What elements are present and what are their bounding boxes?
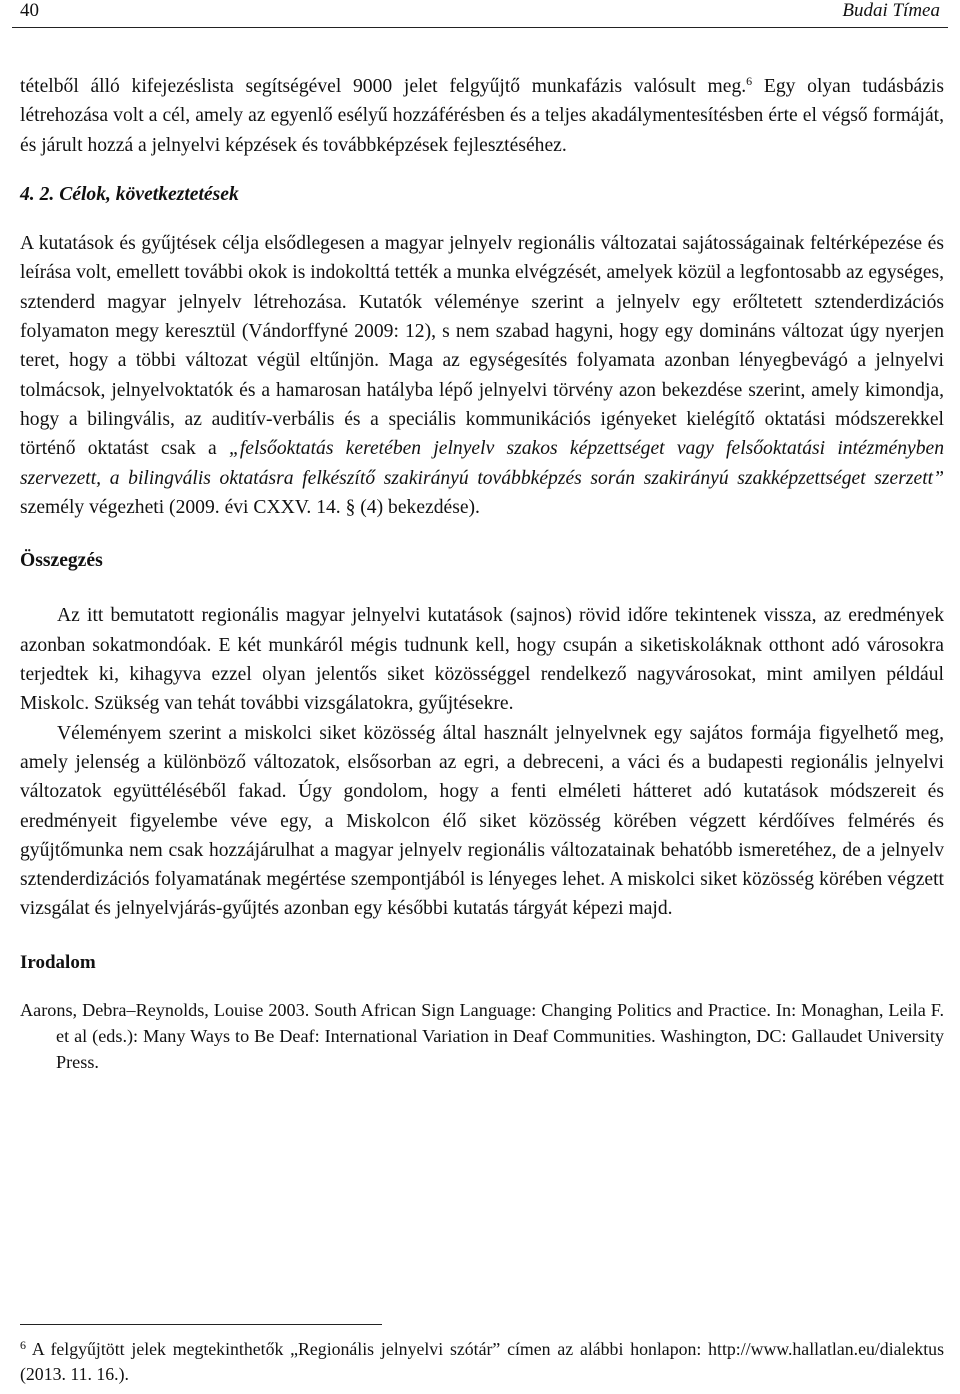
main-text xyxy=(20,72,944,1075)
paragraph-summary: Az itt bemutatott regionális magyar jelnyelvi kutatások (sajnos) rövid időre tekintenek vissza, az eredmények azonban sokatmondóak. E két munkáról mégis tudnunk kell, hogy csupán a siketiskoláknak otthont adó városokra terjedtek ki, kihagyva ezzel olyan jelentős siket közösséggel rendelkező nagyvárosokat, mint amilyen például Miskolc. Szükség van tehát további vizsgálatokra, gyűjtésekre. xyxy=(20,605,944,715)
paragraph-goals xyxy=(20,229,944,522)
footnote-reference: 6 xyxy=(746,74,753,88)
subsection-heading: 4. 2. Célok, következtetések xyxy=(20,183,239,205)
paragraph-opinion: Véleményem szerint a miskolci siket közösség által használt jelnyelvnek egy sajátos formája figyelhető meg, amely jelenség a különböző változatok, elsősorban az egri, a debreceni, a váci és a budapesti regionális jelnyelvi változatok együttéléséből fakad. Úgy gondolom, hogy a fenti elméleti hátteret adó kutatások módszereit és eredményeit figyelembe véve egy, a Miskolcon élő siket közösség körében végzett kérdőíves felmérés és gyűjtőmunka nem csak hozzájárulhat a magyar jelnyelv regionális változatainak behatóbb ismeretéhez, de a jelnyelv sztenderdizációs folyamatának megértése szempontjából is lényeges lehet. A miskolci siket közösség körében végzett vizsgálat és jelnyelvjárás-gyűjtés azonban egy későbbi kutatás tárgyát képezi majd. xyxy=(20,722,944,920)
footnote-mark: 6 xyxy=(20,1338,26,1352)
paragraph-text: személy végezheti (2009. évi CXXV. 14. § (4) bekezdése). xyxy=(20,496,480,518)
header-divider xyxy=(12,27,948,28)
paragraph-text: tételből álló kifejezéslista segítségével 9000 jelet felgyűjtő munkafázis valósult meg. xyxy=(20,76,747,97)
running-header xyxy=(20,0,940,26)
law-quotation: „felsőoktatás keretében jelnyelv szakos képzettséget vagy felsőoktatási intézményben szervezett, a bilingvális oktatásra felkészítő szakirányú továbbképzés során szakirányú szakképzettséget szerzett” xyxy=(20,438,944,489)
paragraph-text: Egy olyan tudásbázis létrehozása volt a cél, amely az egyenlő esélyű hozzáférésben és a teljes akadálymentesítésben érte el végső formáját, és járult hozzá a jelnyelvi képzések és továbbképzések fejlesztéséhez. xyxy=(20,76,944,156)
footnote xyxy=(20,1337,944,1387)
paragraph-text: A kutatások és gyűjtések célja elsődlegesen a magyar jelnyelv regionális változatai sajátosságainak feltérképezése és leírása volt, emellett további okok is indokolttá tették a munka elvégzését, amelyek közül a legfontosabb az egységes, sztenderd magyar jelnyelv létrehozása. Kutatók véleménye szerint a jelnyelv egy erőltetett sztenderdizációs folyamaton megy keresztül (Vándorffyné 2009: 12), s nem szabad hagyni, hogy egy domináns változat úgy nyerjen teret, hogy a többi változat végül eltűnjön. Maga az egységesítés folyamata azonban lényegbevágó a jelnyelvi tolmácsok, jelnyelvoktatók és a hamarosan hatályba lépő jelnyelvi törvény azon bekezdése szerint, amely kimondja, hogy a bilingvális, az auditív-verbális és a speciális kommunikációs igényeket kielégítő oktatási módszerekkel történő oktatást csak a xyxy=(20,233,944,460)
references-heading: Irodalom xyxy=(20,951,96,973)
page-number: 40 xyxy=(20,0,39,21)
footnote-text: A felgyűjtött jelek megtekinthetők „Regionális jelnyelvi szótár” címen az alábbi honlapon: http://www.hallatlan.eu/dialektus (2013. 11. 16.). xyxy=(20,1339,944,1384)
section-heading: Összegzés xyxy=(20,550,103,572)
running-header-author: Budai Tímea xyxy=(842,0,940,21)
paragraph-continuation xyxy=(20,72,944,160)
reference-entry: Aarons, Debra–Reynolds, Louise 2003. South African Sign Language: Changing Politics and Practice. In: Monaghan, Leila F. et al (eds.): Many Ways to Be Deaf: International Variation in Deaf Communities. Washington, DC: Gallaudet University Press. xyxy=(20,1000,944,1073)
footnote-divider xyxy=(20,1324,382,1325)
